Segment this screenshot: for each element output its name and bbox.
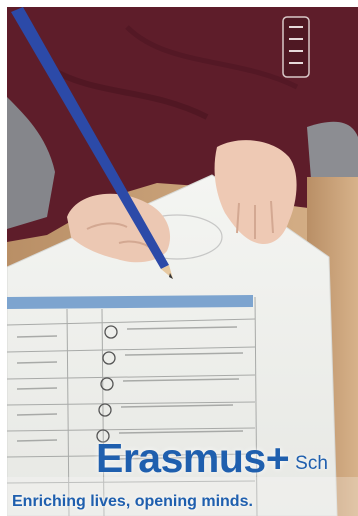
brand-suffix: Sch bbox=[295, 453, 328, 474]
brand-tagline: Enriching lives, opening minds. bbox=[12, 493, 253, 510]
worksheet-header-band bbox=[7, 295, 253, 309]
brand-name: Erasmus+ bbox=[96, 435, 290, 481]
school-crest-icon bbox=[283, 17, 309, 77]
erasmus-logo bbox=[96, 435, 328, 481]
